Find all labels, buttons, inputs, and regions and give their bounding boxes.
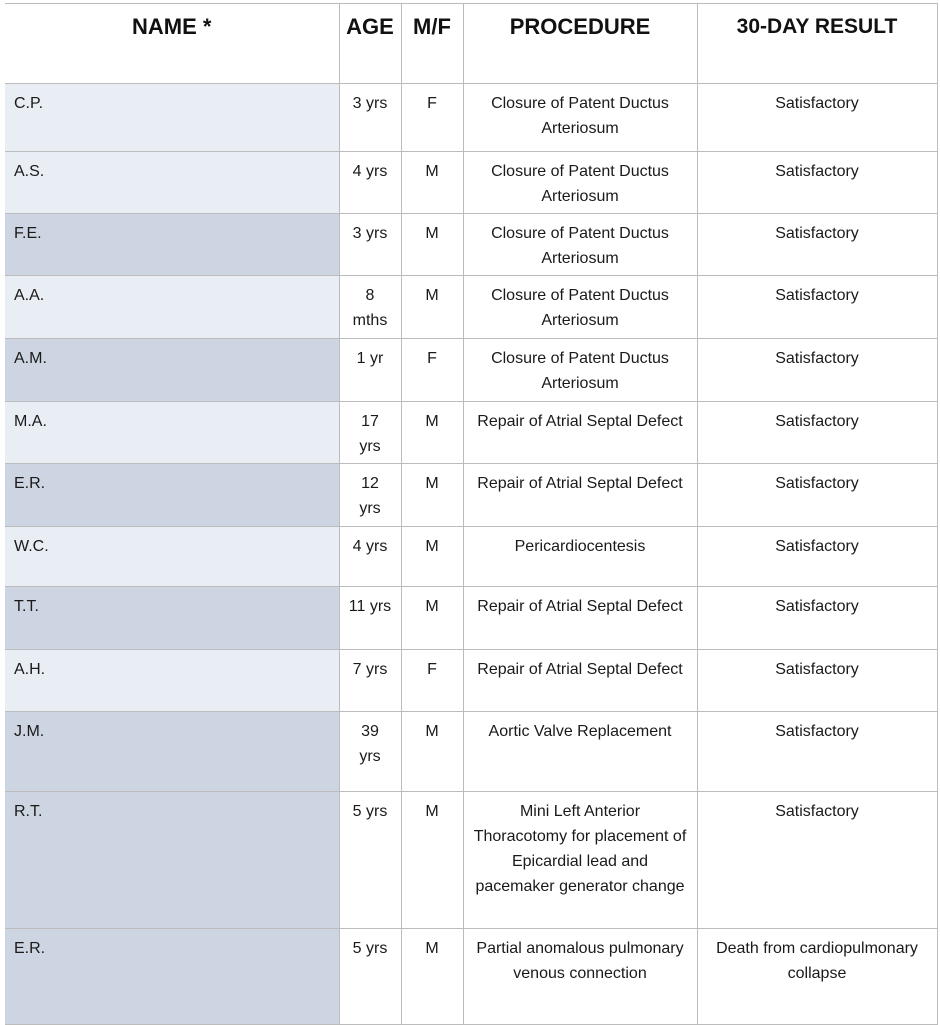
sex-cell: [401, 464, 463, 527]
procedure-cell: [463, 276, 697, 339]
sex-cell-text: M: [425, 940, 439, 957]
age-cell: [339, 276, 401, 339]
table-row: [5, 587, 937, 650]
sex-cell: [401, 84, 463, 152]
age-cell: [339, 712, 401, 792]
result-cell: [697, 712, 937, 792]
sex-cell: [401, 276, 463, 339]
sex-cell-text: M: [425, 803, 439, 820]
sex-cell: [401, 587, 463, 650]
procedure-cell: [463, 214, 697, 276]
age-cell: [339, 587, 401, 650]
result-cell-text: Death from cardiopulmonary collapse: [716, 940, 918, 982]
sex-cell-text: M: [425, 287, 439, 304]
sex-cell-text: M: [425, 538, 439, 555]
result-cell-text: Satisfactory: [775, 661, 859, 678]
age-cell: [339, 650, 401, 712]
header-age: AGE: [339, 4, 401, 84]
name-cell: [5, 587, 339, 650]
name-cell-text: J.M.: [14, 723, 45, 740]
name-cell: [5, 152, 339, 214]
procedure-cell: [463, 464, 697, 527]
name-cell: [5, 276, 339, 339]
result-cell: [697, 402, 937, 464]
procedure-cell: [463, 792, 697, 929]
age-cell: [339, 214, 401, 276]
result-cell-text: Satisfactory: [775, 723, 859, 740]
table-row: [5, 650, 937, 712]
result-cell: [697, 464, 937, 527]
table-row: [5, 152, 937, 214]
procedure-cell: [463, 84, 697, 152]
table-row: [5, 339, 937, 402]
sex-cell-text: F: [427, 95, 437, 112]
name-cell: [5, 792, 339, 929]
age-cell: [339, 84, 401, 152]
name-cell-text: A.M.: [14, 350, 47, 367]
procedure-cell: [463, 587, 697, 650]
sex-cell: [401, 152, 463, 214]
name-cell-text: E.R.: [14, 475, 46, 492]
age-cell: [339, 152, 401, 214]
age-cell: [339, 792, 401, 929]
procedure-cell: [463, 402, 697, 464]
procedure-cell-text: Mini Left Anterior Thoracotomy for placement of Epicardial lead and pacemaker generator change: [473, 803, 687, 895]
age-cell-text: 1 yr: [356, 350, 384, 367]
name-cell-text: A.H.: [14, 661, 46, 678]
procedure-cell: [463, 929, 697, 1025]
age-cell-text: 4 yrs: [352, 163, 388, 180]
result-cell-text: Satisfactory: [775, 475, 859, 492]
sex-cell-text: M: [425, 163, 439, 180]
result-cell: [697, 339, 937, 402]
procedure-cell-text: Partial anomalous pulmonary venous connection: [476, 940, 684, 982]
table-row: [5, 792, 937, 929]
age-cell-text: 5 yrs: [352, 940, 388, 957]
sex-cell: [401, 650, 463, 712]
age-cell-text: 39 yrs: [359, 723, 381, 765]
procedure-cell-text: Closure of Patent Ductus Arteriosum: [491, 163, 669, 205]
name-cell: [5, 929, 339, 1025]
sex-cell: [401, 712, 463, 792]
procedure-cell-text: Closure of Patent Ductus Arteriosum: [491, 287, 669, 329]
procedure-cell: [463, 152, 697, 214]
procedure-cell-text: Repair of Atrial Septal Defect: [477, 475, 683, 492]
sex-cell-text: M: [425, 598, 439, 615]
result-cell: [697, 587, 937, 650]
name-cell-text: A.S.: [14, 163, 45, 180]
result-cell: [697, 527, 937, 587]
sex-cell-text: M: [425, 413, 439, 430]
header-result: 30-DAY RESULT: [697, 4, 937, 84]
result-cell: [697, 276, 937, 339]
procedure-cell-text: Aortic Valve Replacement: [488, 723, 672, 740]
result-cell-text: Satisfactory: [775, 803, 859, 820]
name-cell: [5, 84, 339, 152]
result-cell: [697, 650, 937, 712]
surgery-results-table: [5, 3, 938, 1025]
name-cell-text: R.T.: [14, 803, 43, 820]
procedure-cell-text: Closure of Patent Ductus Arteriosum: [491, 95, 669, 137]
table-row: [5, 929, 937, 1025]
age-cell-text: 3 yrs: [352, 225, 388, 242]
procedure-cell-text: Closure of Patent Ductus Arteriosum: [491, 350, 669, 392]
sex-cell-text: M: [425, 723, 439, 740]
sex-cell-text: F: [427, 350, 437, 367]
name-cell-text: E.R.: [14, 940, 46, 957]
name-cell-text: T.T.: [14, 598, 39, 615]
name-cell-text: A.A.: [14, 287, 45, 304]
name-cell: [5, 214, 339, 276]
result-cell-text: Satisfactory: [775, 287, 859, 304]
sex-cell-text: F: [427, 661, 437, 678]
table-row: [5, 276, 937, 339]
name-cell: [5, 650, 339, 712]
sex-cell: [401, 929, 463, 1025]
age-cell: [339, 929, 401, 1025]
procedure-cell: [463, 339, 697, 402]
sex-cell: [401, 527, 463, 587]
procedure-cell-text: Repair of Atrial Septal Defect: [477, 661, 683, 678]
sex-cell: [401, 402, 463, 464]
table-row: [5, 214, 937, 276]
age-cell-text: 7 yrs: [352, 661, 388, 678]
result-cell-text: Satisfactory: [775, 225, 859, 242]
result-cell: [697, 214, 937, 276]
age-cell: [339, 339, 401, 402]
age-cell-text: 17 yrs: [359, 413, 381, 455]
age-cell-text: 12 yrs: [359, 475, 381, 517]
age-cell-text: 11 yrs: [348, 598, 392, 615]
age-cell-text: 4 yrs: [352, 538, 388, 555]
age-cell: [339, 402, 401, 464]
table-row: [5, 464, 937, 527]
header-procedure: PROCEDURE: [463, 4, 697, 84]
age-cell: [339, 464, 401, 527]
result-cell-text: Satisfactory: [775, 95, 859, 112]
sex-cell: [401, 792, 463, 929]
sex-cell: [401, 339, 463, 402]
name-cell: [5, 464, 339, 527]
result-cell-text: Satisfactory: [775, 163, 859, 180]
header-name: NAME *: [5, 4, 339, 84]
sex-cell-text: M: [425, 225, 439, 242]
header-row: [5, 4, 937, 84]
result-cell-text: Satisfactory: [775, 413, 859, 430]
table-row: [5, 712, 937, 792]
header-sex: M/F: [401, 4, 463, 84]
procedure-cell: [463, 650, 697, 712]
result-cell-text: Satisfactory: [775, 598, 859, 615]
procedure-cell: [463, 527, 697, 587]
table-body: [5, 84, 937, 1025]
sex-cell: [401, 214, 463, 276]
age-cell-text: 3 yrs: [352, 95, 388, 112]
table-row: [5, 527, 937, 587]
name-cell-text: F.E.: [14, 225, 42, 242]
result-cell-text: Satisfactory: [775, 538, 859, 555]
name-cell: [5, 402, 339, 464]
procedure-cell-text: Closure of Patent Ductus Arteriosum: [491, 225, 669, 267]
age-cell: [339, 527, 401, 587]
sex-cell-text: M: [425, 475, 439, 492]
name-cell: [5, 527, 339, 587]
table-row: [5, 402, 937, 464]
result-cell: [697, 792, 937, 929]
procedure-cell: [463, 712, 697, 792]
age-cell-text: 5 yrs: [352, 803, 388, 820]
name-cell: [5, 339, 339, 402]
table-row: [5, 84, 937, 152]
result-cell: [697, 152, 937, 214]
procedure-cell-text: Repair of Atrial Septal Defect: [477, 413, 683, 430]
name-cell-text: W.C.: [14, 538, 49, 555]
procedure-cell-text: Repair of Atrial Septal Defect: [477, 598, 683, 615]
name-cell: [5, 712, 339, 792]
name-cell-text: C.P.: [14, 95, 44, 112]
result-cell-text: Satisfactory: [775, 350, 859, 367]
name-cell-text: M.A.: [14, 413, 47, 430]
age-cell-text: 8 mths: [352, 287, 388, 329]
result-cell: [697, 929, 937, 1025]
result-cell: [697, 84, 937, 152]
procedure-cell-text: Pericardiocentesis: [514, 538, 646, 555]
